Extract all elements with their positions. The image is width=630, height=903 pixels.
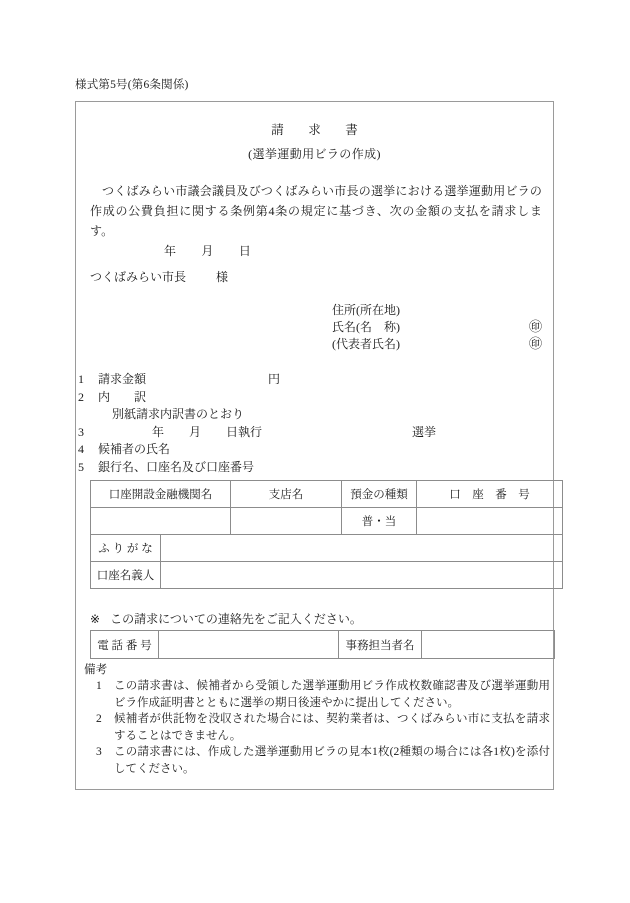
bank-value-deposit-type[interactable]: 普・当 [342, 508, 417, 535]
item-number-1: 1 [78, 372, 84, 386]
signature-address-row[interactable] [332, 302, 544, 319]
item-label-breakdown: 内 訳 [98, 389, 147, 404]
signature-address-label: 住所(所在地) [332, 303, 400, 317]
signature-representative-row[interactable] [332, 336, 544, 353]
bank-table-value-row [91, 508, 563, 535]
election-year-label: 年 [152, 424, 165, 439]
remarks-title: 備考 [84, 664, 108, 676]
item-row-2 [76, 389, 555, 407]
item-row-5 [76, 459, 555, 477]
bank-value-furigana[interactable] [161, 535, 563, 562]
title-block [76, 120, 553, 162]
bank-header-institution: 口座開設金融機関名 [91, 481, 231, 508]
bank-label-account-holder: 口座名義人 [91, 562, 161, 589]
remark-text-2: 候補者が供託物を没収された場合には、契約業者は、つくばみらい市に支払を請求することはできません。 [114, 713, 550, 742]
bank-value-branch[interactable] [231, 508, 342, 535]
form-outer-border [75, 101, 554, 790]
bank-table-holder-row [91, 562, 563, 589]
contact-table-row [91, 631, 555, 659]
document-subtitle: (選挙運動用ビラの作成) [248, 147, 381, 161]
date-year-label: 年 [164, 244, 177, 258]
remark-number-1: 1 [96, 680, 102, 692]
signature-name-row[interactable] [332, 319, 544, 336]
contact-label-staff: 事務担当者名 [339, 631, 422, 659]
item-label-bank-account: 銀行名、口座名及び口座番号 [98, 459, 255, 474]
remarks-section [84, 661, 550, 777]
bank-header-deposit-type: 預金の種類 [342, 481, 417, 508]
item-unit-yen: 円 [268, 372, 281, 386]
remark-number-3: 3 [96, 746, 102, 758]
addressee-honorific: 様 [216, 270, 229, 284]
item-number-2: 2 [78, 389, 84, 404]
bank-table-furigana-row [91, 535, 563, 562]
remark-item-3 [84, 744, 550, 777]
bank-value-account-holder[interactable] [161, 562, 563, 589]
contact-table [90, 630, 555, 659]
election-month-label: 月 [189, 424, 202, 439]
seal-inkan-icon-representative: ㊞ [528, 336, 542, 351]
item-sublabel-breakdown-attachment: 別紙請求内訳書のとおり [112, 407, 245, 421]
item-row-1 [76, 371, 555, 389]
item-row-4 [76, 441, 555, 459]
bank-table-header-row [91, 481, 563, 508]
election-day-label: 日執行 [226, 424, 263, 439]
item-election-suffix: 選挙 [412, 424, 437, 439]
bank-header-branch: 支店名 [231, 481, 342, 508]
bank-value-account-number[interactable] [417, 508, 563, 535]
date-month-label: 月 [201, 244, 214, 258]
signature-representative-label: (代表者氏名) [332, 337, 400, 351]
item-label-claim-amount: 請求金額 [98, 372, 147, 386]
form-number-label: 様式第5号(第6条関係) [75, 79, 189, 91]
bank-label-furigana: ふ り が な [91, 535, 161, 562]
seal-inkan-icon: ㊞ [528, 319, 542, 334]
contact-value-staff[interactable] [422, 631, 555, 659]
bank-account-table [90, 480, 563, 589]
contact-label-phone: 電 話 番 号 [91, 631, 159, 659]
bank-header-account-number: 口 座 番 号 [417, 481, 563, 508]
note-mark-icon: ※ [90, 612, 101, 626]
remark-item-2 [84, 711, 550, 744]
contact-note-text: この請求についての連絡先をご記入ください。 [110, 612, 362, 626]
item-election-date[interactable] [152, 424, 262, 442]
item-number-3: 3 [78, 424, 84, 439]
signature-name-label: 氏名(名 称) [332, 320, 400, 334]
remark-text-3: この請求書には、作成した選挙運動用ビラの見本1枚(2種類の場合には各1枚)を添付してください。 [114, 746, 550, 775]
bank-value-institution[interactable] [91, 508, 231, 535]
remark-text-1: この請求書は、候補者から受領した選挙運動用ビラ作成枚数確認書及び選挙運動用ビラ作成証明書とともに選挙の期日後速やかに提出してください。 [114, 680, 550, 709]
remark-item-1 [84, 678, 550, 711]
lead-paragraph: つくばみらい市議会議員及びつくばみらい市長の選挙における選挙運動用ビラの作成の公費負担に関する条例第4条の規定に基づき、次の金額の支払を請求します。 [90, 184, 542, 238]
item-number-5: 5 [78, 459, 84, 474]
contact-value-phone[interactable] [159, 631, 339, 659]
addressee-line [90, 268, 228, 285]
remark-number-2: 2 [96, 713, 102, 725]
numbered-items-list [76, 371, 555, 476]
signature-block [332, 302, 544, 353]
document-title: 請 求 書 [271, 123, 364, 137]
item-row-2-sub [76, 406, 555, 424]
addressee-name: つくばみらい市長 [90, 270, 187, 284]
date-day-label: 日 [238, 244, 252, 258]
item-number-4: 4 [78, 442, 84, 456]
item-label-candidate-name: 候補者の氏名 [98, 442, 171, 456]
date-entry-line[interactable] [164, 242, 251, 259]
contact-note-line [90, 610, 362, 627]
item-row-3 [76, 424, 555, 442]
